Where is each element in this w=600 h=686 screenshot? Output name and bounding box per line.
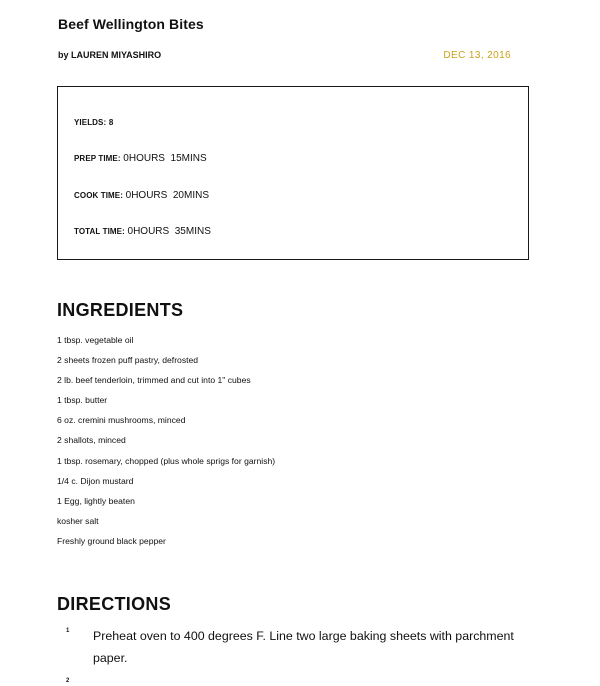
ingredients-list <box>57 334 275 555</box>
ingredient-item: 2 shallots, minced <box>57 435 126 446</box>
recipe-date: DEC 13, 2016 <box>443 50 511 61</box>
ingredient-item: 2 lb. beef tenderloin, trimmed and cut into 1" cubes <box>57 375 251 386</box>
total-time-value: 0HOURS 35MINS <box>127 226 211 237</box>
ingredient-item: 1 Egg, lightly beaten <box>57 495 135 506</box>
ingredients-heading: INGREDIENTS <box>57 300 184 320</box>
recipe-title: Beef Wellington Bites <box>58 16 204 32</box>
yields-label: YIELDS: <box>74 118 107 127</box>
ingredient-item: 6 oz. cremini mushrooms, minced <box>57 415 186 426</box>
cook-time-value: 0HOURS 20MINS <box>125 190 209 201</box>
step-number: 1 <box>66 628 70 634</box>
cook-time-row <box>74 190 209 201</box>
yields-row <box>74 117 113 128</box>
yields-value: 8 <box>108 118 114 127</box>
step-number: 2 <box>66 678 70 684</box>
ingredient-item: 1 tbsp. vegetable oil <box>57 335 134 345</box>
recipe-meta-box <box>57 86 529 260</box>
ingredient-item: Freshly ground black pepper <box>57 535 166 546</box>
ingredient-item: kosher salt <box>57 515 99 526</box>
recipe-author: by LAUREN MIYASHIRO <box>58 50 162 60</box>
prep-time-row <box>74 153 207 164</box>
ingredient-item: 1 tbsp. butter <box>57 395 108 406</box>
cook-time-label: COOK TIME: <box>74 191 123 200</box>
ingredient-item: 1 tbsp. rosemary, chopped (plus whole sprigs for garnish) <box>57 455 276 466</box>
directions-heading: DIRECTIONS <box>57 594 172 614</box>
step-text: Preheat oven to 400 degrees F. Line two large baking sheets with parchment paper. <box>93 629 514 665</box>
ingredient-item: 1/4 c. Dijon mustard <box>57 475 134 486</box>
prep-time-label: PREP TIME: <box>74 154 121 163</box>
ingredient-item: 2 sheets frozen puff pastry, defrosted <box>57 355 199 366</box>
prep-time-value: 0HOURS 15MINS <box>123 153 207 164</box>
total-time-label: TOTAL TIME: <box>74 227 125 236</box>
total-time-row <box>74 226 211 237</box>
